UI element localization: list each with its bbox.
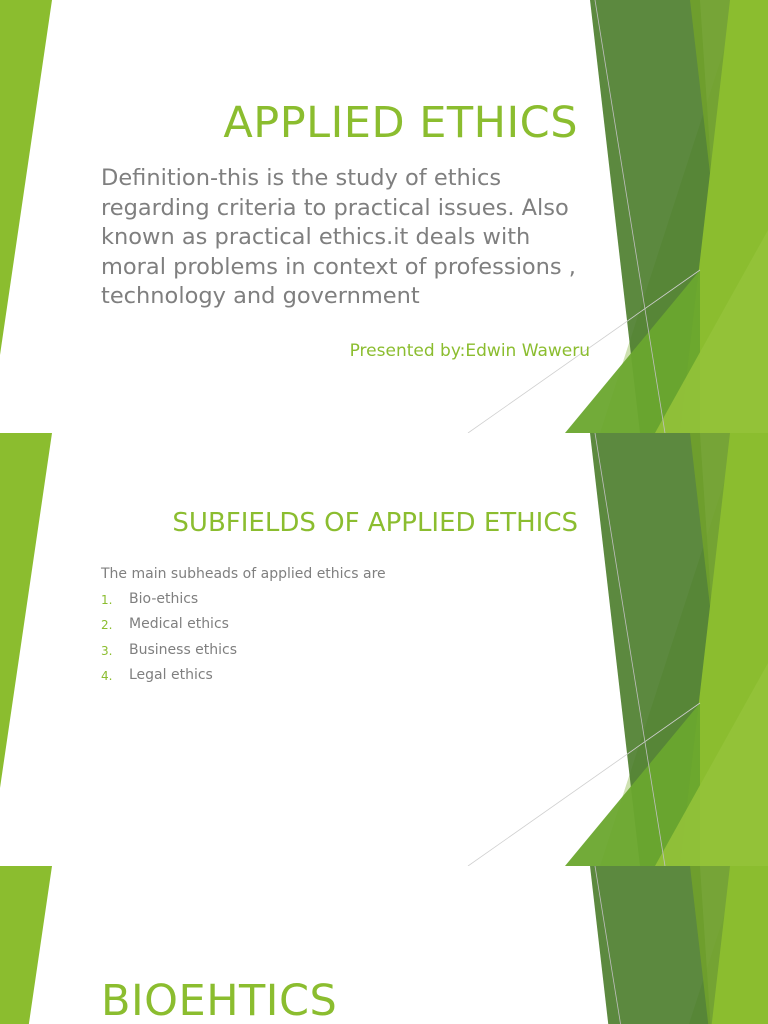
list-item xyxy=(101,591,237,616)
list-item-label: Medical ethics xyxy=(129,616,229,633)
list-number: 4. xyxy=(101,668,113,683)
left-facet-shape xyxy=(0,0,52,355)
presenter-credit: Presented by:Edwin Waweru xyxy=(349,341,590,361)
list-number: 2. xyxy=(101,618,113,633)
slide-title: APPLIED ETHICS xyxy=(223,98,578,148)
subfield-list xyxy=(101,591,237,692)
list-item xyxy=(101,667,237,692)
definition-text: Definition-this is the study of ethics regarding criteria to practical issues. Also known as practical ethics.it deals with moral problems in context of professions , technology and government xyxy=(101,165,576,309)
list-number: 1. xyxy=(101,593,113,607)
slide-bioethics xyxy=(0,866,768,1024)
list-item xyxy=(101,642,237,667)
left-facet-shape xyxy=(0,433,52,788)
slide-subfields xyxy=(0,433,768,866)
left-facet-shape xyxy=(0,866,52,1024)
list-item-label: Bio-ethics xyxy=(129,591,199,607)
list-item-label: Business ethics xyxy=(129,641,238,658)
list-item-label: Legal ethics xyxy=(129,666,213,683)
list-item xyxy=(101,616,237,641)
slide-applied-ethics xyxy=(0,0,768,433)
intro-text: The main subheads of applied ethics are xyxy=(101,566,386,582)
list-number: 3. xyxy=(101,643,113,658)
slide-title: BIOEHTICS xyxy=(101,976,338,1024)
slide-title: SUBFIELDS OF APPLIED ETHICS xyxy=(172,508,578,538)
